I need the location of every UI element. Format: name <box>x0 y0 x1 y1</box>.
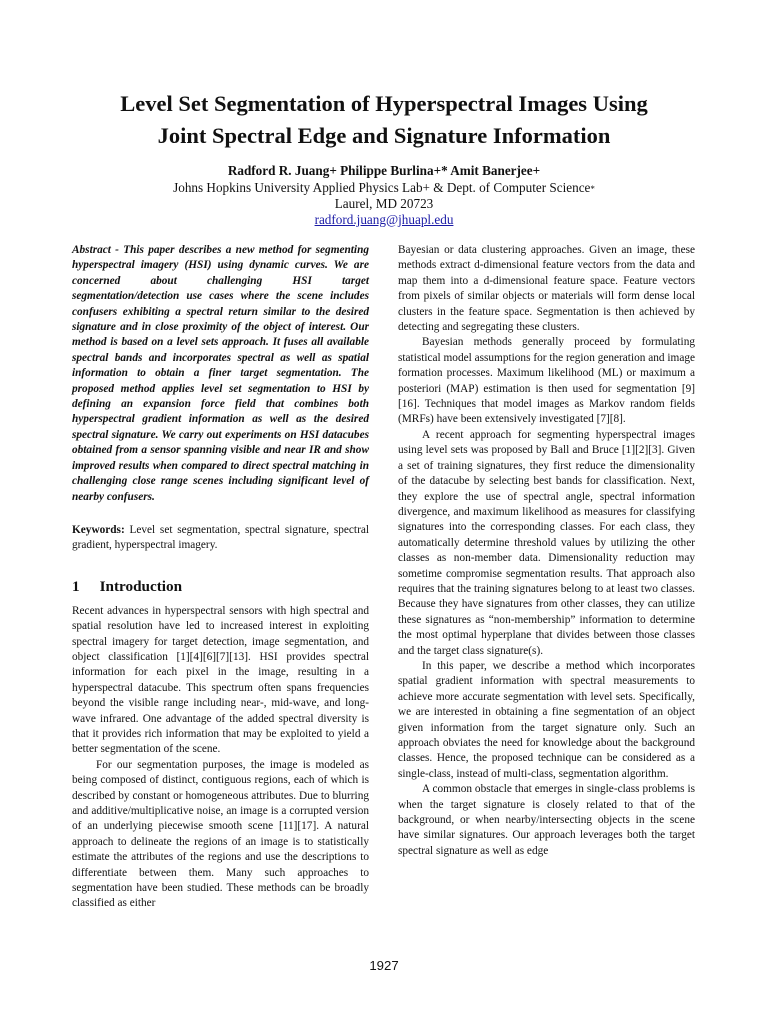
left-column <box>72 243 369 912</box>
right-column <box>398 243 695 859</box>
section-heading-introduction <box>72 578 369 596</box>
author-email-link[interactable]: radford.juang@jhuapl.edu <box>314 212 454 227</box>
address: Laurel, MD 20723 <box>334 196 434 211</box>
title-line-2: Joint Spectral Edge and Signature Information <box>157 123 611 148</box>
affiliation <box>60 180 708 197</box>
body-paragraph-3: A recent approach for segmenting hyperspectral images using level sets was proposed by Ball and Bruce [1][2][3]. Given a set of training signatures, they first reduce the dimensionality of the datacube by selecting best bands for classification. Next, they explore the use of spectral angle, spectral information divergence, and maximum likelihood as measures for classifying signatures into the corresponding classes. For each class, they automatically determine threshold values by utilizing the other classes as non-member data. Dimensionality reduction may sometime compromise segmentation results. That approach also requires that the training signatures belong to at least two classes. Because they have signatures from other classes, they can utilize these signatures as “non-membership” information to determine the most optimal hyperplane that divides between those classes and the target class signature(s). <box>398 428 695 657</box>
paper-title <box>60 88 708 152</box>
body-paragraph-2: Bayesian methods generally proceed by formulating statistical model assumptions for the region generation and image formation processes. Maximum likelihood (ML) or maximum a posteriori (MAP) estimation is then used for segmentation [9][16]. Techniques that model images as Markov random fields (MRFs) have been extensively investigated [7][8]. <box>398 336 695 426</box>
intro-paragraph-1: Recent advances in hyperspectral sensors with high spectral and spatial resolution have led to increased interest in exploiting spectral imagery for target detection, image segmentation, and object classification [1][4][6][7][13]. HSI provides spectral information for each pixel in the image, resulting in a hyperspectral datacube. This spectrum often spans frequencies beyond the visible range including near-, mid-wave, and long-wave infrared. One advantage of the added spectral diversity is that it provides rich information that may be exploited to yield a better segmentation of the scene. <box>72 604 369 756</box>
affiliation-text: Johns Hopkins University Applied Physics Lab+ & Dept. of Computer Science <box>173 180 591 195</box>
keywords-paragraph <box>72 523 369 554</box>
email-line <box>60 212 708 228</box>
intro-paragraph-2: For our segmentation purposes, the image is modeled as being composed of distinct, contiguous regions, each of which is described by constant or homogeneous attributes. Due to blurring and additive/multiplicative noise, an image is a corrupted version of an underlying piecewise smooth scene [11][17]. A natural approach to delineate the regions of an image is to statistically estimate the attributes of the regions and use the descriptions to differentiate between them. Many such approaches to segmentation have been studied. These methods can be broadly classified as either <box>72 758 369 910</box>
keywords-label: Keywords: <box>72 523 125 536</box>
body-paragraph-5: A common obstacle that emerges in single-class problems is when the target signature is closely related to that of the background, or when nearby/intersecting objects in the scene have similar signatures. Our approach leverages both the target spectral signature as well as edge <box>398 783 695 857</box>
body-paragraph-4: In this paper, we describe a method which incorporates spatial gradient information with spectral measurements to achieve more accurate segmentation with level sets. Specifically, we are interested in obtaining a fine segmentation of an object given information from the target signature only. Such an approach obviates the need for knowledge about the background classes. Hence, the proposed technique can be considered as a single-class, instead of multi-class, segmentation algorithm. <box>398 659 695 780</box>
author-list: Radford R. Juang+ Philippe Burlina+* Amit Banerjee+ <box>227 163 541 178</box>
keywords-text: Level set segmentation, spectral signature, spectral gradient, hyperspectral imagery. <box>72 523 369 552</box>
body-paragraph-1: Bayesian or data clustering approaches. Given an image, these methods extract d-dimensional feature vectors from the data and map them into a d-dimensional feature space. Feature vectors from pixels of similar objects or materials will form dense local clusters in the feature space. Segmentation is then achieved by detecting and segregating these clusters. <box>398 244 695 334</box>
abstract-paragraph: Abstract - This paper describes a new method for segmenting hyperspectral imagery (HSI) using dynamic curves. We are concerned about challenging HSI target segmentation/detection use cases where the scene includes confusers exhibiting a spectral return similar to the desired signature and in close proximity of the object of interest. Our method is based on a level sets approach. It fuses all available spectral bands and incorporates spectral as well as spatial information to obtain a finer target segmentation. The proposed method applies level set segmentation to HSI by defining an expansion force field that combines both hyperspectral gradient information as well as the desired spectral signature. We carry out experiments on HSI datacubes obtained from a sensor spanning visible and near IR and show improved results when compared to direct spectral matching in challenging close range scenes including significant level of nearby confusers. <box>72 244 369 503</box>
section-number: 1 <box>72 577 80 595</box>
section-title: Introduction <box>99 577 183 595</box>
title-line-1: Level Set Segmentation of Hyperspectral Images Using <box>120 91 648 116</box>
affiliation-mark: * <box>590 184 595 194</box>
page-number: 1927 <box>369 958 399 973</box>
